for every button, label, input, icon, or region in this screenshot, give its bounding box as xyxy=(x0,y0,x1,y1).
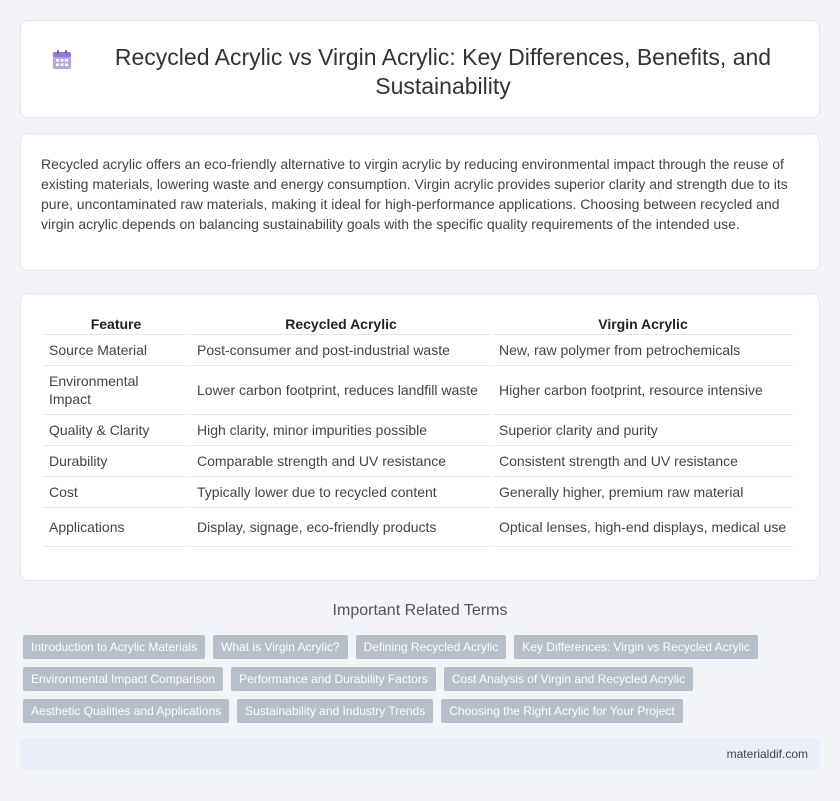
related-term-tag[interactable]: What is Virgin Acrylic? xyxy=(213,635,347,659)
tag-row xyxy=(23,699,813,723)
table-cell: Consistent strength and UV resistance xyxy=(493,446,793,477)
table-row xyxy=(43,366,793,415)
table-cell: Post-consumer and post-industrial waste xyxy=(191,335,491,366)
table-cell: High clarity, minor impurities possible xyxy=(191,415,491,446)
table-row xyxy=(43,477,793,508)
table-cell: Generally higher, premium raw material xyxy=(493,477,793,508)
related-term-tag[interactable]: Defining Recycled Acrylic xyxy=(356,635,507,659)
related-term-tag[interactable]: Environmental Impact Comparison xyxy=(23,667,223,691)
calendar-grid-icon xyxy=(51,49,73,71)
header-card xyxy=(20,20,820,118)
table-header-row xyxy=(43,313,793,335)
table-cell: Quality & Clarity xyxy=(43,415,189,446)
table-cell: Typically lower due to recycled content xyxy=(191,477,491,508)
table-cell: Optical lenses, high-end displays, medical use xyxy=(493,508,793,547)
related-term-tag[interactable]: Cost Analysis of Virgin and Recycled Acrylic xyxy=(444,667,693,691)
related-term-tag[interactable]: Key Differences: Virgin vs Recycled Acrylic xyxy=(514,635,758,659)
table-cell: Superior clarity and purity xyxy=(493,415,793,446)
table-cell: Environmental Impact xyxy=(43,366,189,415)
table-cell: Comparable strength and UV resistance xyxy=(191,446,491,477)
footer xyxy=(20,738,820,770)
table-cell: Lower carbon footprint, reduces landfill waste xyxy=(191,366,491,415)
table-cell: New, raw polymer from petrochemicals xyxy=(493,335,793,366)
table-cell: Source Material xyxy=(43,335,189,366)
table-cell: Applications xyxy=(43,508,189,547)
tag-row xyxy=(23,667,813,691)
comparison-table-card xyxy=(20,293,820,581)
table-row xyxy=(43,508,793,547)
header-feature: Feature xyxy=(43,313,189,335)
page-title: Recycled Acrylic vs Virgin Acrylic: Key Differences, Benefits, and Sustainability xyxy=(114,44,772,99)
header-virgin: Virgin Acrylic xyxy=(493,313,793,335)
intro-card xyxy=(20,133,820,271)
table-cell: Cost xyxy=(43,477,189,508)
related-terms-heading: Important Related Terms xyxy=(332,602,508,619)
table-row xyxy=(43,446,793,477)
related-term-tag[interactable]: Choosing the Right Acrylic for Your Project xyxy=(441,699,682,723)
table-cell: Display, signage, eco-friendly products xyxy=(191,508,491,547)
comparison-table xyxy=(41,313,795,547)
header-recycled: Recycled Acrylic xyxy=(191,313,491,335)
table-row xyxy=(43,415,793,446)
table-cell: Higher carbon footprint, resource intensive xyxy=(493,366,793,415)
related-term-tag[interactable]: Introduction to Acrylic Materials xyxy=(23,635,205,659)
tag-row xyxy=(23,635,813,659)
table-row xyxy=(43,335,793,366)
intro-paragraph: Recycled acrylic offers an eco-friendly alternative to virgin acrylic by reducing environmental impact through the reuse of existing materials, lowering waste and energy consumption. Virgin acrylic provides superior clarity and strength due to its pure, uncontaminated raw materials, making it ideal for high-performance applications. Choosing between recycled and virgin acrylic depends on balancing sustainability goals with the specific quality requirements of the intended use. xyxy=(41,156,788,232)
related-term-tag[interactable]: Sustainability and Industry Trends xyxy=(237,699,433,723)
table-cell: Durability xyxy=(43,446,189,477)
related-term-tag[interactable]: Aesthetic Qualities and Applications xyxy=(23,699,229,723)
related-terms-list xyxy=(23,635,813,731)
related-term-tag[interactable]: Performance and Durability Factors xyxy=(231,667,436,691)
footer-site-link[interactable]: materialdif.com xyxy=(726,747,808,761)
